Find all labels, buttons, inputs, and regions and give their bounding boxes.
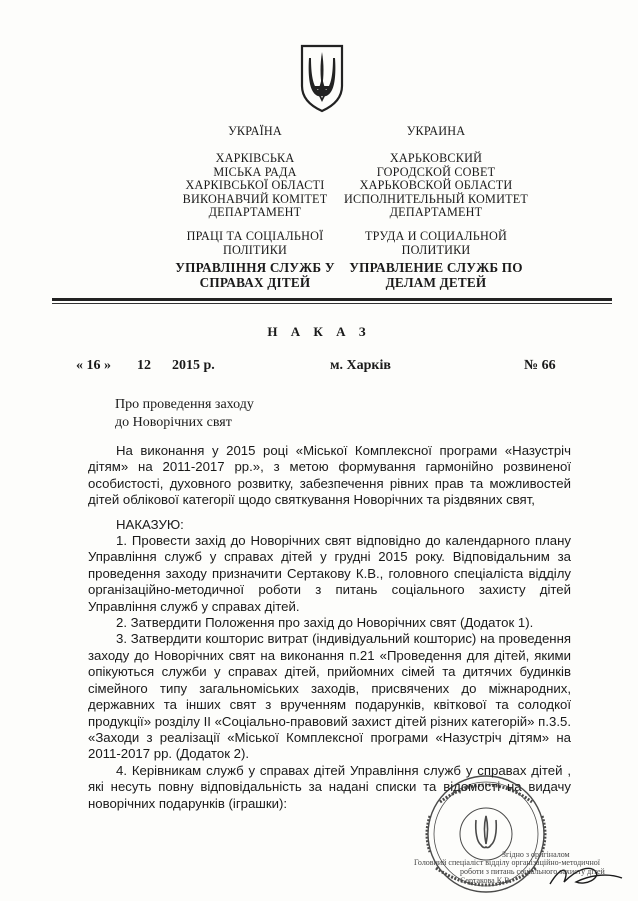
- document-title: Н А К А З: [267, 324, 371, 339]
- org-line: ИСПОЛНИТЕЛЬНЫЙ КОМИТЕТ: [343, 191, 529, 206]
- office-line: УПРАВЛЕНИЕ СЛУЖБ ПО: [349, 260, 523, 276]
- header-right: [330, 125, 542, 290]
- org-line: ДЕПАРТАМЕНТ: [389, 205, 483, 220]
- order-number: № 66: [524, 358, 556, 373]
- org-line: МІСЬКА РАДА: [213, 164, 297, 179]
- header-left: [150, 125, 360, 290]
- stamp-note: Головний спеціаліст відділу організаційно-методичної: [414, 858, 600, 867]
- stamp-note: Сертакова К.В.: [460, 876, 512, 885]
- dept-line: ТРУДА И СОЦИАЛЬНОЙ: [365, 229, 507, 244]
- preamble: На виконання у 2015 році «Міської Комплексної програми «Назустріч дітям» на 2011-2017 рр.», з метою формування гармонійно розвиненої особистості, духовного розвитку, забезпечення рівних прав та можливостей дітей облікової категорії щодо святкування Новорічних та різдвяних свят,: [88, 443, 571, 508]
- subject-line: Про проведення заходу: [115, 397, 254, 412]
- stamp-note: Згідно з оригіналом: [502, 850, 570, 859]
- org-line: ХАРКІВСЬКА: [215, 151, 295, 166]
- order-item: 3. Затвердити кошторис витрат (індивідуальний кошторис) на проведення заходу до Новорічних свят на виконання п.21 «Проведення для дітей, якими опікуються служби у справах дітей, прийомних сімей та дитячих будинків сімейного типу загальноміських заходів, присвячених до міжнародних, державних та інших свят з врученням подарунків, квіткової та солодкої продукції» розділу II «Соціально-правовий захист дітей різних категорій» п.3.5. «Заходи з реалізації «Міської Комплексної програми «Назустріч дітям» на 2011-2017 рр. (Додаток 2).: [88, 631, 571, 762]
- subject-line: до Новорічних свят: [115, 415, 232, 430]
- org-line: ХАРКІВСЬКОЇ ОБЛАСТІ: [185, 178, 325, 193]
- header-divider-thin: [52, 303, 612, 304]
- order-item: 2. Затвердити Положення про захід до Новорічних свят (Додаток 1).: [116, 615, 534, 631]
- coat-of-arms-icon: [298, 42, 346, 114]
- order-word: НАКАЗУЮ:: [116, 516, 184, 532]
- dept-line: ПРАЦІ ТА СОЦІАЛЬНОЇ: [186, 229, 324, 244]
- order-item: 4. Керівникам служб у справах дітей Управління служб у справах дітей , які несуть повну відповідальність за надані списки та відомості на видачу новорічних подарунків (іграшки):: [88, 762, 571, 811]
- country-name-ru: УКРАИНА: [406, 124, 466, 138]
- office-line: СПРАВАХ ДІТЕЙ: [199, 275, 311, 291]
- org-line: ХАРЬКОВСКОЙ ОБЛАСТИ: [359, 178, 513, 193]
- country-name-ua: УКРАЇНА: [228, 124, 282, 138]
- date-year: 2015 р.: [172, 358, 215, 373]
- stamp-note: роботи з питань соціального захисту дітей: [460, 867, 605, 876]
- round-seal-icon: [400, 772, 628, 896]
- date-month: 12: [137, 358, 151, 373]
- org-line: ДЕПАРТАМЕНТ: [208, 205, 302, 220]
- org-line: ВИКОНАВЧИЙ КОМІТЕТ: [182, 191, 328, 206]
- document-body: [88, 443, 571, 812]
- order-item: 1. Провести захід до Новорічних свят відповідно до календарного плану Управління служб у справах дітей у грудні 2015 року. Відповідальним за проведення заходу призначити Сертакову К.В., головного спеціаліста відділу організаційно-методичної роботи з питань соціального захисту дітей Управління служб у справах дітей.: [88, 533, 571, 614]
- seal-stamp: [400, 772, 628, 896]
- office-line: ДЕЛАМ ДЕТЕЙ: [385, 275, 487, 291]
- dept-line: ПОЛІТИКИ: [222, 242, 288, 257]
- dept-line: ПОЛИТИКИ: [401, 242, 471, 257]
- org-line: ГОРОДСКОЙ СОВЕТ: [376, 164, 496, 179]
- date-day: « 16 »: [76, 358, 111, 373]
- city: м. Харків: [330, 358, 391, 373]
- office-line: УПРАВЛІННЯ СЛУЖБ У: [175, 260, 335, 276]
- subject: [115, 396, 254, 432]
- org-line: ХАРЬКОВСКИЙ: [389, 151, 483, 166]
- header-divider: [52, 298, 612, 301]
